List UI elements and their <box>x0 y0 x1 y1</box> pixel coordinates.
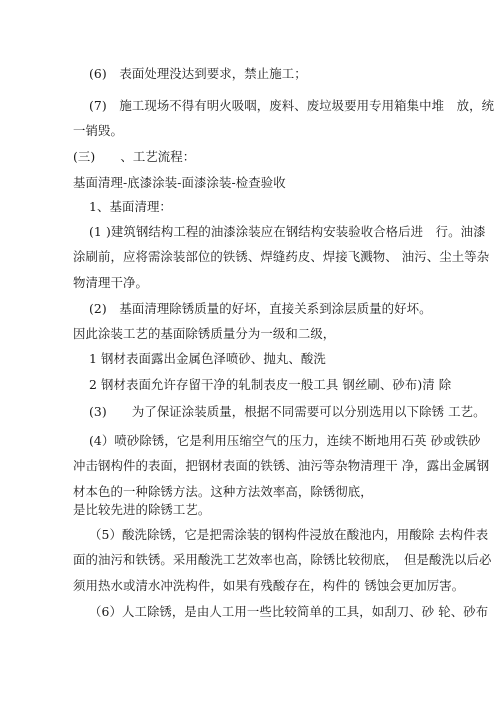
text-line: (3) 为了保证涂装质量，根据不同需要可以分别选用以下除锈 工艺。 <box>89 404 486 419</box>
text-line: 材本色的一种除锈方法。这种方法效率高，除锈彻底， <box>73 484 373 499</box>
text-line: (4）喷砂除锈，它是利用压缩空气的压力，连续不断地用石英 砂或铁砂 <box>89 433 481 448</box>
text-line: （6）人工除锈，是由人工用一些比较简单的工具，如刮刀、砂 轮、砂布 <box>89 604 489 619</box>
text-line: 是比较先进的除锈工艺。 <box>73 502 211 517</box>
text-line: 1、基面清理： <box>89 199 172 214</box>
text-line: 冲击钢构件的表面，把钢材表面的铁锈、油污等杂物清理干 净，露出金属钢 <box>73 458 490 473</box>
text-line: 面的油污和铁锈。采用酸洗工艺效率也高，除锈比较彻底， 但是酸洗以后必 <box>73 552 492 567</box>
text-line: (6) 表面处理没达到要求，禁止施工； <box>89 66 307 81</box>
text-line: (三) 、工艺流程： <box>73 149 196 164</box>
text-line: 因此涂装工艺的基面除锈质量分为一级和二级， <box>73 326 336 341</box>
text-line: 一销毁。 <box>73 123 123 138</box>
text-line: 须用热水或清水冲洗构件，如果有残酸存在，构件的 锈蚀会更加厉害。 <box>73 578 465 593</box>
text-line: （5）酸洗除锈，它是把需涂装的钢构件浸放在酸池内，用酸除 去构件表 <box>89 527 489 542</box>
text-line: 1 钢材表面露出金属色泽喷砂、抛丸、酸洗 <box>89 351 326 366</box>
text-line: (7) 施工现场不得有明火吸咽，废料、废垃圾要用专用箱集中堆 放，统 <box>89 98 495 113</box>
text-line: (2) 基面清理除锈质量的好坏，直接关系到涂层质量的好坏。 <box>89 301 432 316</box>
text-line: 基面清理-底漆涂装-面漆涂装-检查验收 <box>73 175 286 190</box>
text-line: 物清理干净。 <box>73 275 148 290</box>
text-line: 2 钢材表面允许存留干净的轧制表皮一般工具 钢丝刷、砂布)清 除 <box>89 377 452 392</box>
text-line: (1 )建筑钢结构工程的油漆涂装应在钢结构安装验收合格后进 行。油漆 <box>89 224 486 239</box>
text-line: 涂刷前，应将需涂装部位的铁锈、焊缝药皮、焊接飞溅物、 油污、尘土等杂 <box>73 249 490 264</box>
